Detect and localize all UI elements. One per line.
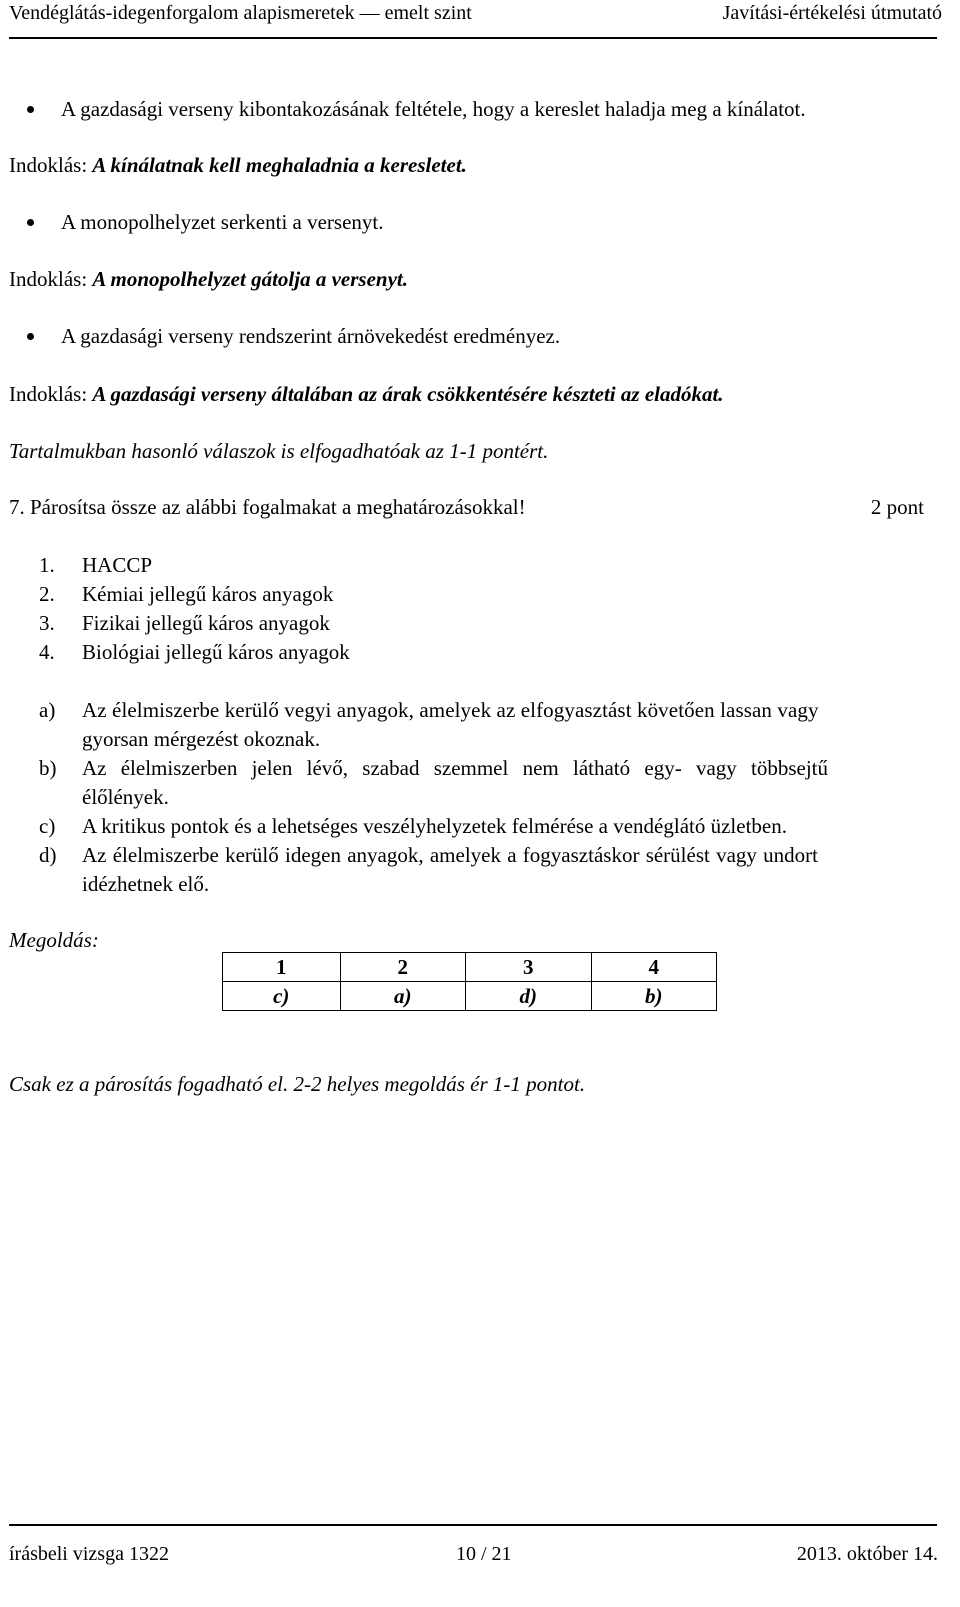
table-cell: b) (591, 982, 717, 1011)
table-row (223, 953, 717, 982)
definition-text: Az élelmiszerbe kerülő vegyi anyagok, amelyek az elfogyasztást követően lassan vagy (82, 698, 819, 722)
statement-2: A monopolhelyzet serkenti a versenyt. (61, 210, 384, 234)
concept-text: Kémiai jellegű káros anyagok (82, 582, 334, 606)
reason-text: A gazdasági verseny általában az árak csökkentésére készteti az eladókat. (92, 382, 724, 406)
solution-note: Csak ez a párosítás fogadható el. 2-2 helyes megoldás ér 1-1 pontot. (9, 1072, 586, 1096)
definition-label: d) (39, 843, 57, 867)
definition-label: b) (39, 756, 57, 780)
bullet-icon (27, 333, 34, 340)
definition-text: A kritikus pontok és a lehetséges veszélyhelyzetek felmérése a vendéglátó üzletben. (82, 814, 787, 838)
bullet-icon (27, 106, 34, 113)
table-cell: 2 (340, 953, 465, 982)
footer-page-number: 10 / 21 (456, 1543, 512, 1565)
reason-1 (9, 153, 467, 178)
reason-3 (9, 382, 724, 407)
concept-text: Fizikai jellegű káros anyagok (82, 611, 330, 635)
reason-label: Indoklás: (9, 153, 88, 177)
definition-text-cont: idézhetnek elő. (82, 872, 210, 896)
definition-text: Az élelmiszerbe kerülő idegen anyagok, amelyek a fogyasztáskor sérülést vagy undort (82, 843, 818, 867)
table-cell: a) (340, 982, 465, 1011)
solution-label: Megoldás: (9, 928, 99, 952)
reason-2 (9, 267, 408, 292)
footer-exam-code: írásbeli vizsga 1322 (9, 1543, 169, 1565)
question-title: 7. Párosítsa össze az alábbi fogalmakat a meghatározásokkal! (9, 495, 526, 519)
reason-label: Indoklás: (9, 382, 88, 406)
definition-text-cont: gyorsan mérgezést okoznak. (82, 727, 321, 751)
header-title: Vendéglátás-idegenforgalom alapismeretek — emelt szint (9, 2, 472, 24)
concept-number: 3. (39, 611, 55, 635)
definition-label: a) (39, 698, 56, 722)
table-cell: c) (223, 982, 341, 1011)
concept-text: HACCP (82, 553, 153, 577)
concept-text: Biológiai jellegű káros anyagok (82, 640, 350, 664)
statement-3: A gazdasági verseny rendszerint árnövekedést eredményez. (61, 324, 561, 348)
solution-table (222, 952, 717, 1011)
reason-text: A monopolhelyzet gátolja a versenyt. (92, 267, 408, 291)
table-cell: d) (466, 982, 591, 1011)
reason-text: A kínálatnak kell meghaladnia a keresletet. (92, 153, 467, 177)
concept-number: 2. (39, 582, 55, 606)
definition-label: c) (39, 814, 56, 838)
acceptance-note: Tartalmukban hasonló válaszok is elfogadhatóak az 1-1 pontért. (9, 439, 549, 463)
table-cell: 1 (223, 953, 341, 982)
header-subtitle: Javítási-értékelési útmutató (722, 2, 942, 24)
bullet-icon (27, 219, 34, 226)
reason-label: Indoklás: (9, 267, 88, 291)
table-row (223, 982, 717, 1011)
table-cell: 3 (466, 953, 591, 982)
footer-date: 2013. október 14. (796, 1543, 938, 1565)
concept-number: 1. (39, 553, 55, 577)
definition-text-cont: élőlények. (82, 785, 169, 809)
footer-rule (9, 1524, 937, 1526)
definition-text: Az élelmiszerben jelen lévő, szabad szemmel nem látható egy- vagy többsejtű (82, 756, 829, 780)
statement-1: A gazdasági verseny kibontakozásának feltétele, hogy a kereslet haladja meg a kínálatot. (61, 97, 806, 121)
question-points: 2 pont (870, 495, 924, 519)
concept-number: 4. (39, 640, 55, 664)
header-rule (9, 37, 937, 39)
table-cell: 4 (591, 953, 717, 982)
